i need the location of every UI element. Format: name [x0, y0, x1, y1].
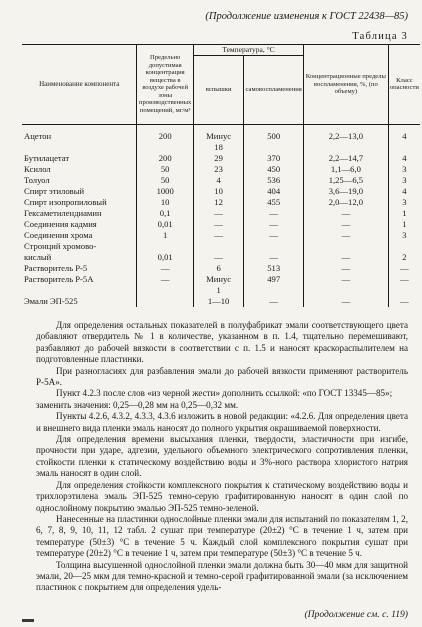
cell-flash: 4	[193, 175, 243, 186]
paragraph: Пункты 4.2.6, 4.3.2, 4.3.3, 4.3.6 изложить в новой редакции: «4.2.6. Для определения цвета и внешнего вида пленки эмаль наносят до полного укрытия окрашиваемой поверхности.	[36, 411, 408, 433]
cell-hazard-class	[388, 241, 420, 252]
cell-hazard-class: 4	[388, 131, 420, 142]
cell-hazard-class: 3	[388, 164, 420, 175]
cell-explosion-limits: —	[304, 274, 389, 285]
paragraph: Нанесенные на пластинки однослойные пленки эмали для испытаний по показателям 1, 2, 6, 7, 8, 9, 10, 11, 12 табл. 2 сушат при температуре (20±2) °С в течение 1 ч, затем при температуре (50±3) °С в течение 5 ч. Каждый слой комплексного покрытия сушат при температуре (20±2) °С в течение 1 ч, затем при температуре (50±3) °С в течение 5 ч.	[36, 513, 408, 559]
cell-self-ignition: 450	[244, 164, 304, 175]
table-row	[22, 164, 420, 175]
cell-name: Растворитель Р-5А	[24, 273, 94, 284]
cell-self-ignition: 455	[244, 197, 304, 208]
table-row	[22, 208, 420, 219]
cell-self-ignition: 513	[244, 263, 304, 274]
table-row	[22, 175, 420, 186]
cell-hazard-class	[388, 285, 420, 296]
cell-explosion-limits	[304, 142, 389, 153]
cell-self-ignition: —	[244, 230, 304, 241]
table-row	[22, 153, 420, 164]
table-row	[22, 131, 420, 142]
cell-hazard-class	[388, 142, 420, 153]
cell-explosion-limits: 3,6—19,0	[304, 186, 389, 197]
cell-concentration: 0,01	[137, 252, 193, 263]
cell-name	[22, 285, 137, 296]
table-row	[22, 197, 420, 208]
cell-hazard-class: 1	[388, 219, 420, 230]
cell-hazard-class: —	[388, 296, 420, 307]
header-hazard-class: Класс опасности	[388, 45, 420, 125]
cell-self-ignition: 536	[244, 175, 304, 186]
cell-name: Эмали ЭП-525	[24, 295, 78, 306]
cell-explosion-limits: —	[304, 263, 389, 274]
header-name: Наименование компонента	[22, 45, 137, 125]
cell-concentration: 1000	[137, 186, 193, 197]
cell-name: Стронций хромово-	[24, 240, 97, 251]
cell-self-ignition: —	[244, 296, 304, 307]
cell-hazard-class: —	[388, 274, 420, 285]
cell-concentration	[137, 241, 193, 252]
cell-flash: Минус	[193, 274, 243, 285]
cell-explosion-limits: 2,2—14,7	[304, 153, 389, 164]
cell-hazard-class: 4	[388, 153, 420, 164]
cell-flash: —	[193, 208, 243, 219]
cell-explosion-limits: 1,1—6,0	[304, 164, 389, 175]
cell-flash: 18	[193, 142, 243, 153]
cell-flash: 12	[193, 197, 243, 208]
cell-concentration: 0,01	[137, 219, 193, 230]
body-text	[36, 320, 408, 594]
paragraph: При разногласиях для разбавления эмали до рабочей вязкости применяют растворитель Р-5А».	[36, 365, 408, 388]
table-row	[22, 241, 420, 252]
cell-concentration: 10	[137, 197, 193, 208]
table-row	[22, 142, 420, 153]
cell-flash: 10	[193, 186, 243, 197]
header-max-concentration: Предельно допустимая концентрация вещества в воздухе рабочей зоны производственных помещений, мг/м³	[137, 45, 193, 125]
header-self-ignition: самовоспламенения	[244, 55, 304, 124]
cell-self-ignition: —	[244, 252, 304, 263]
paragraph: Толщина высушенной однослойной пленки эмали должна быть 30—40 мкм для защитной эмали, 20—25 мкм для темно-красной и темно-серой графитированной эмали (за исключением пластинок с покрытием для определения удель-	[36, 559, 408, 593]
paragraph: Для определения времени высыхания пленки, твердости, эластичности при изгибе, прочности при ударе, адгезии, удельного объемного электрического сопротивления пленки, стойкости пленки к статическому воздействию воды и 3%-ного раствора хлористого натрия эмаль наносят в один слой.	[36, 434, 408, 479]
cell-concentration: 200	[137, 131, 193, 142]
table-row	[22, 263, 420, 274]
header-explosion-limits: Концентрационные пределы воспламенения, %, (по объему)	[304, 45, 389, 125]
cell-name: Спирт изопропиловый	[24, 196, 107, 207]
cell-explosion-limits: 2,0—12,0	[304, 197, 389, 208]
cell-name: Толуол	[24, 174, 50, 185]
cell-name: Ацетон	[24, 130, 52, 141]
cell-flash: 29	[193, 153, 243, 164]
paragraph: заменить значения: 0,25—0,28 мм на 0,25—0,32 мм.	[36, 399, 239, 410]
cell-hazard-class: 1	[388, 208, 420, 219]
cell-self-ignition	[244, 285, 304, 296]
cell-concentration: —	[137, 263, 193, 274]
cell-explosion-limits: —	[304, 252, 389, 263]
cell-flash: —	[193, 230, 243, 241]
cell-concentration: 50	[137, 164, 193, 175]
cell-concentration: 0,1	[137, 208, 193, 219]
table-body	[22, 124, 420, 307]
components-table	[22, 44, 420, 307]
cell-name: Растворитель Р-5	[24, 262, 88, 273]
continuation-note: (Продолжение см. с. 119)	[304, 609, 408, 620]
cell-flash: 1—10	[193, 296, 243, 307]
cell-hazard-class: 3	[388, 197, 420, 208]
cell-name: Соединения кадмия	[24, 218, 97, 229]
cell-flash: —	[193, 252, 243, 263]
cell-flash	[193, 241, 243, 252]
table-row	[22, 296, 420, 307]
cell-self-ignition: —	[244, 219, 304, 230]
cell-self-ignition: —	[244, 208, 304, 219]
header-temperature: Температура, °С	[193, 45, 303, 56]
cell-self-ignition	[244, 142, 304, 153]
paragraph: Для определения стойкости комплексного покрытия к статическому воздействию воды и трихлорэтилена эмаль ЭП-525 темно-серую графитированную наносят в один слой по однослойному покрытию эмалью ЭП-525 темно-зеленой.	[36, 479, 408, 513]
cell-explosion-limits: —	[304, 230, 389, 241]
cell-flash: 1	[193, 285, 243, 296]
page-number-mark	[22, 619, 34, 622]
cell-concentration	[137, 142, 193, 153]
cell-explosion-limits: 2,2—13,0	[304, 131, 389, 142]
cell-concentration: —	[137, 274, 193, 285]
cell-concentration: 50	[137, 175, 193, 186]
table-row	[22, 274, 420, 285]
cell-name: кислый	[24, 251, 52, 262]
paragraph: Пункт 4.2.3 после слов «из черной жести» дополнить ссылкой: «по ГОСТ 13345—85»;	[56, 388, 393, 399]
cell-concentration	[137, 285, 193, 296]
table-row	[22, 186, 420, 197]
cell-self-ignition: 370	[244, 153, 304, 164]
table-row	[22, 285, 420, 296]
cell-name: Бутилацетат	[24, 152, 70, 163]
cell-explosion-limits: —	[304, 296, 389, 307]
cell-self-ignition: 404	[244, 186, 304, 197]
paragraph: Для определения остальных показателей в полуфабрикат эмали соответствующего цвета добавляют отвердитель № 1 в количестве, указанном в п. 1.4, тщательно перемешивают, разбавляют до рабочей вязкости в соответствии с п. 1.5 и наносят краскораспылителем на подготовленные пластинки.	[36, 320, 408, 365]
cell-hazard-class: 3	[388, 175, 420, 186]
cell-hazard-class: 2	[388, 252, 420, 263]
page-header: (Продолжение изменения к ГОСТ 22438—85)	[205, 11, 408, 22]
cell-explosion-limits	[304, 285, 389, 296]
cell-name: Гексаметилендиамин	[24, 207, 102, 218]
cell-explosion-limits: 1,25—6,5	[304, 175, 389, 186]
cell-explosion-limits: —	[304, 219, 389, 230]
cell-flash: 6	[193, 263, 243, 274]
cell-concentration	[137, 296, 193, 307]
cell-flash: Минус	[193, 131, 243, 142]
cell-name: Ксилол	[24, 163, 51, 174]
cell-flash: 23	[193, 164, 243, 175]
cell-concentration: 200	[137, 153, 193, 164]
cell-self-ignition: 500	[244, 131, 304, 142]
table-row	[22, 252, 420, 263]
table-row	[22, 219, 420, 230]
cell-hazard-class: —	[388, 263, 420, 274]
cell-explosion-limits	[304, 241, 389, 252]
cell-self-ignition	[244, 241, 304, 252]
cell-name	[22, 142, 137, 153]
cell-name: Спирт этиловый	[24, 185, 85, 196]
cell-name: Соединения хрома	[24, 229, 93, 240]
cell-explosion-limits: —	[304, 208, 389, 219]
cell-self-ignition: 497	[244, 274, 304, 285]
cell-hazard-class: 3	[388, 230, 420, 241]
table-label: Таблица 3	[352, 31, 408, 42]
cell-concentration: 1	[137, 230, 193, 241]
table-row	[22, 230, 420, 241]
cell-flash: —	[193, 219, 243, 230]
header-flash: вспышки	[193, 55, 243, 124]
cell-hazard-class: 4	[388, 186, 420, 197]
